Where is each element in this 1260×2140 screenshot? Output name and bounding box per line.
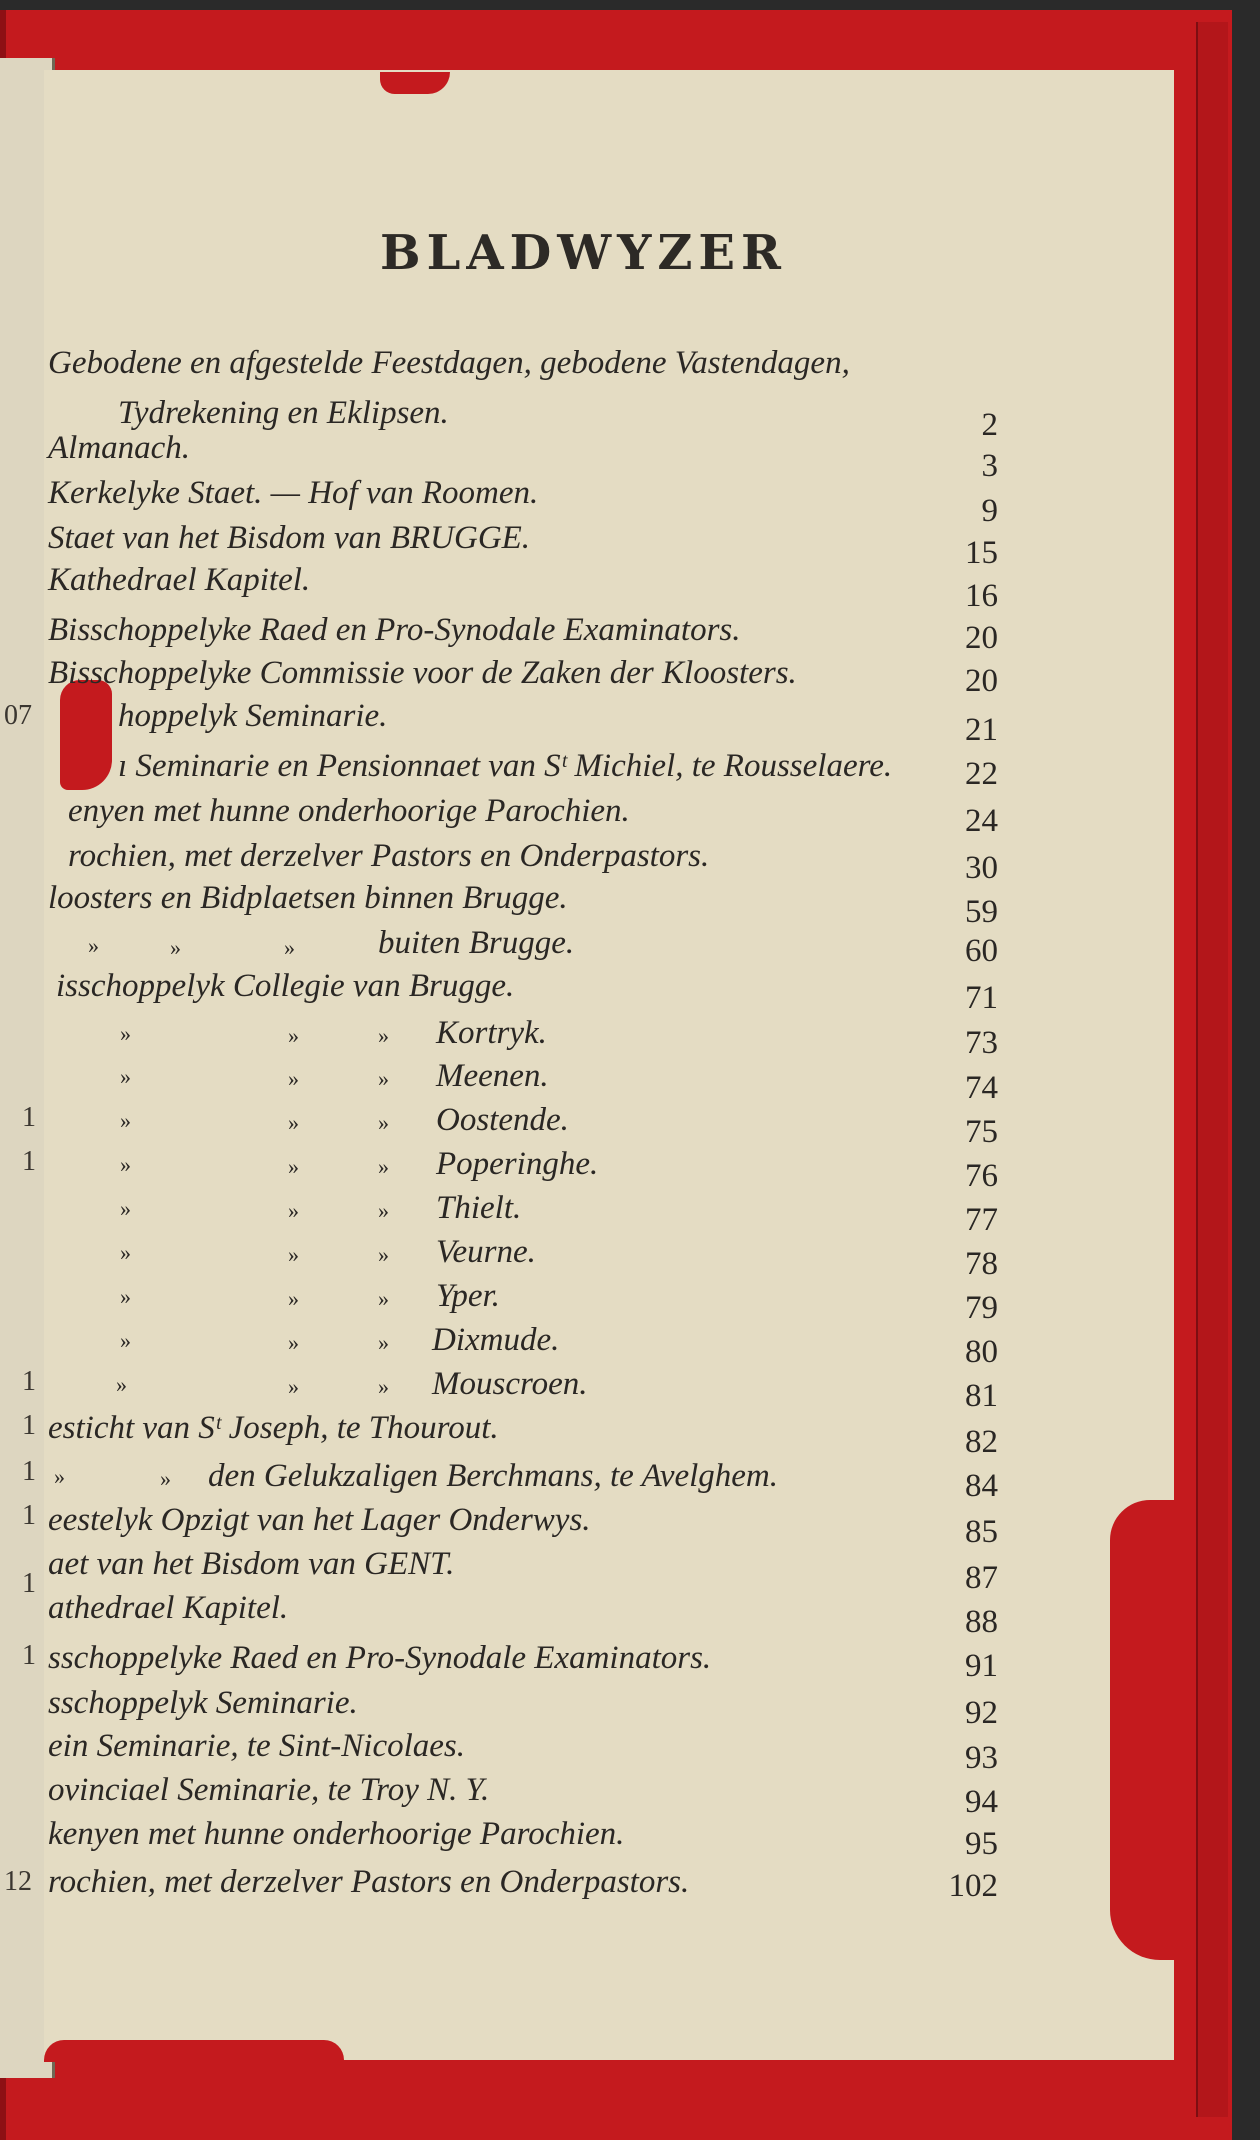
toc-entry (48, 562, 1048, 614)
ditto-mark: » (284, 935, 295, 960)
toc-entry (48, 1058, 1048, 1106)
toc-entry (48, 1410, 1048, 1460)
toc-entry (48, 1015, 1048, 1061)
toc-page-number: 87 (965, 1560, 998, 1596)
facing-page-fragment: 1 (22, 1366, 36, 1397)
toc-page-number: 80 (965, 1334, 998, 1370)
toc-entry (48, 612, 1048, 654)
page-tear (44, 2040, 344, 2062)
toc-entry-title: ovinciael Seminarie, te Troy N. Y. (48, 1772, 490, 1808)
toc-entry-title: Yper. (436, 1278, 500, 1314)
toc-page-number: 82 (965, 1424, 998, 1460)
toc-page-number: 92 (965, 1695, 998, 1731)
toc-entry (48, 655, 1048, 697)
toc-entry (48, 1772, 1048, 1820)
ditto-mark: » (378, 1023, 389, 1048)
toc-entry-title: kenyen met hunne onderhoorige Parochien. (48, 1816, 625, 1852)
toc-entry (48, 1864, 1048, 1906)
toc-page-number: 77 (965, 1202, 998, 1238)
toc-entry (48, 793, 1048, 839)
toc-page-number: 94 (965, 1784, 998, 1820)
toc-entry-title: isschoppelyk Collegie van Brugge. (56, 968, 515, 1004)
toc-entry (48, 1322, 1048, 1370)
toc-entry (48, 1366, 1048, 1414)
toc-entry (48, 1640, 1048, 1682)
toc-page-number: 21 (965, 712, 998, 748)
toc-entry-title: Poperinghe. (436, 1146, 599, 1182)
page-title: BLADWYZER (380, 225, 787, 281)
toc-page-number: 95 (965, 1826, 998, 1862)
toc-entry (48, 475, 1048, 529)
toc-entry (48, 838, 1048, 886)
toc-entry (48, 748, 1048, 790)
facing-page-fragment: 1 (22, 1410, 36, 1441)
toc-entry (48, 880, 1048, 930)
toc-page-number: 81 (965, 1378, 998, 1414)
toc-entry-title: ı Seminarie en Pensionnaet van Sᵗ Michiel, te Rousselaere. (118, 748, 893, 784)
toc-entry-title: enyen met hunne onderhoorige Parochien. (68, 793, 630, 829)
ditto-mark: » (120, 1240, 131, 1265)
toc-page-number: 16 (965, 578, 998, 614)
toc-page-number: 20 (965, 663, 998, 699)
toc-entry (48, 1685, 1048, 1731)
toc-entry-title: Tydrekening en Eklipsen. (118, 395, 449, 431)
toc-page-number: 59 (965, 894, 998, 930)
toc-entry-title: Kerkelyke Staet. — Hof van Roomen. (48, 475, 539, 511)
toc-entry-title: Bisschoppelyke Commissie voor de Zaken der Kloosters. (48, 655, 797, 691)
toc-entry-title: athedrael Kapitel. (48, 1590, 289, 1626)
facing-page-fragment: 1 (22, 1146, 36, 1177)
toc-entry (48, 968, 1048, 1016)
ditto-mark: » (378, 1110, 389, 1135)
toc-entry-title: Thielt. (436, 1190, 522, 1226)
toc-entry-title: Staet van het Bisdom van BRUGGE. (48, 520, 531, 556)
toc-entry (48, 1278, 1048, 1326)
toc-entry (48, 1502, 1048, 1550)
toc-page-number: 60 (965, 933, 998, 969)
ditto-mark: » (120, 1108, 131, 1133)
toc-entry (48, 345, 1048, 387)
ditto-mark: » (378, 1330, 389, 1355)
ditto-mark: » (120, 1064, 131, 1089)
toc-entry (48, 1728, 1048, 1776)
toc-entry-title: Almanach. (48, 430, 191, 466)
toc-page-number: 73 (965, 1025, 998, 1061)
toc-entry (48, 1146, 1048, 1194)
toc-entry (48, 1458, 1048, 1504)
toc-page-number: 85 (965, 1514, 998, 1550)
toc-page-number: 3 (981, 448, 998, 484)
toc-page-number: 91 (965, 1648, 998, 1684)
ditto-mark: » (288, 1198, 299, 1223)
toc-entry-title: sschoppelyke Raed en Pro-Synodale Examinators. (48, 1640, 712, 1676)
toc-entry-title: Kortryk. (436, 1015, 547, 1051)
toc-page-number: 2 (981, 407, 998, 443)
ditto-mark: » (378, 1154, 389, 1179)
ditto-mark: » (378, 1286, 389, 1311)
toc-page-number: 20 (965, 620, 998, 656)
toc-entry-title: den Gelukzaligen Berchmans, te Avelghem. (208, 1458, 779, 1494)
toc-page-number: 24 (965, 803, 998, 839)
toc-entry-title: Kathedrael Kapitel. (48, 562, 311, 598)
ditto-mark: » (170, 935, 181, 960)
toc-entry-title: Dixmude. (432, 1322, 560, 1358)
page-tear (1110, 1500, 1190, 1960)
toc-entry-title: Meenen. (436, 1058, 549, 1094)
ditto-mark: » (288, 1066, 299, 1091)
ditto-mark: » (288, 1154, 299, 1179)
facing-page-fragment: 1 (22, 1568, 36, 1599)
toc-entry (48, 698, 1048, 748)
toc-entry-title: hoppelyk Seminarie. (118, 698, 388, 734)
ditto-mark: » (120, 1196, 131, 1221)
toc-entry-title: Veurne. (436, 1234, 536, 1270)
ditto-mark: » (120, 1021, 131, 1046)
toc-entry-title: buiten Brugge. (378, 925, 575, 961)
ditto-mark: » (160, 1466, 171, 1491)
toc-page-number: 79 (965, 1290, 998, 1326)
ditto-mark: » (378, 1198, 389, 1223)
toc-page-number: 88 (965, 1604, 998, 1640)
page-tear (380, 72, 450, 94)
ditto-mark: » (288, 1242, 299, 1267)
toc-entry-title: Gebodene en afgestelde Feestdagen, gebodene Vastendagen, (48, 345, 850, 381)
facing-page-fragment: 1 (22, 1102, 36, 1133)
ditto-mark: » (288, 1110, 299, 1135)
facing-page-fragment: 1 (22, 1456, 36, 1487)
toc-page-number: 9 (981, 493, 998, 529)
toc-entry-title: rochien, met derzelver Pastors en Onderpastors. (68, 838, 710, 874)
toc-page-number: 71 (965, 980, 998, 1016)
toc-entry-title: esticht van Sᵗ Joseph, te Thourout. (48, 1410, 499, 1446)
toc-page-number: 15 (965, 535, 998, 571)
toc-page-number: 30 (965, 850, 998, 886)
toc-entry (48, 1190, 1048, 1238)
facing-page-fragment: 1 (22, 1640, 36, 1671)
toc-entry-title: sschoppelyk Seminarie. (48, 1685, 358, 1721)
toc-entry-title: Bisschoppelyke Raed en Pro-Synodale Examinators. (48, 612, 741, 648)
facing-page-fragment: 1 (22, 1500, 36, 1531)
ditto-mark: » (288, 1286, 299, 1311)
ditto-mark: » (120, 1284, 131, 1309)
ditto-mark: » (378, 1066, 389, 1091)
toc-page-number: 93 (965, 1740, 998, 1776)
ditto-mark: » (88, 933, 99, 958)
toc-page-number: 102 (948, 1868, 998, 1904)
ditto-mark: » (54, 1464, 65, 1489)
toc-entry (48, 1816, 1048, 1862)
ditto-mark: » (288, 1330, 299, 1355)
toc-entry-title: aet van het Bisdom van GENT. (48, 1546, 455, 1582)
ditto-mark: » (120, 1152, 131, 1177)
toc-entry-title: loosters en Bidplaetsen binnen Brugge. (48, 880, 568, 916)
ditto-mark: » (378, 1374, 389, 1399)
facing-page-fragment: 12 (4, 1866, 32, 1897)
toc-page-number: 22 (965, 756, 998, 792)
toc-entry (48, 925, 1048, 967)
toc-entry-title: Oostende. (436, 1102, 569, 1138)
toc-entry-title: Mouscroen. (432, 1366, 588, 1402)
toc-page-number: 76 (965, 1158, 998, 1194)
toc-page-number: 74 (965, 1070, 998, 1106)
toc-page-number: 84 (965, 1468, 998, 1504)
toc-entry (48, 1546, 1048, 1596)
cover-edge (1196, 22, 1228, 2117)
toc-page-number: 78 (965, 1246, 998, 1282)
toc-entry (48, 1590, 1048, 1640)
toc-entry (48, 1102, 1048, 1150)
ditto-mark: » (288, 1023, 299, 1048)
facing-page-fragment: 07 (4, 700, 32, 731)
ditto-mark: » (378, 1242, 389, 1267)
toc-entry (48, 520, 1048, 571)
toc-entry-title: ein Seminarie, te Sint-Nicolaes. (48, 1728, 465, 1764)
toc-entry-title: eestelyk Opzigt van het Lager Onderwys. (48, 1502, 591, 1538)
ditto-mark: » (116, 1372, 127, 1397)
toc-entry (48, 430, 1048, 484)
toc-entry (48, 1234, 1048, 1282)
toc-page-number: 75 (965, 1114, 998, 1150)
toc-entry-title: rochien, met derzelver Pastors en Onderpastors. (48, 1864, 690, 1900)
ditto-mark: » (288, 1374, 299, 1399)
ditto-mark: » (120, 1328, 131, 1353)
